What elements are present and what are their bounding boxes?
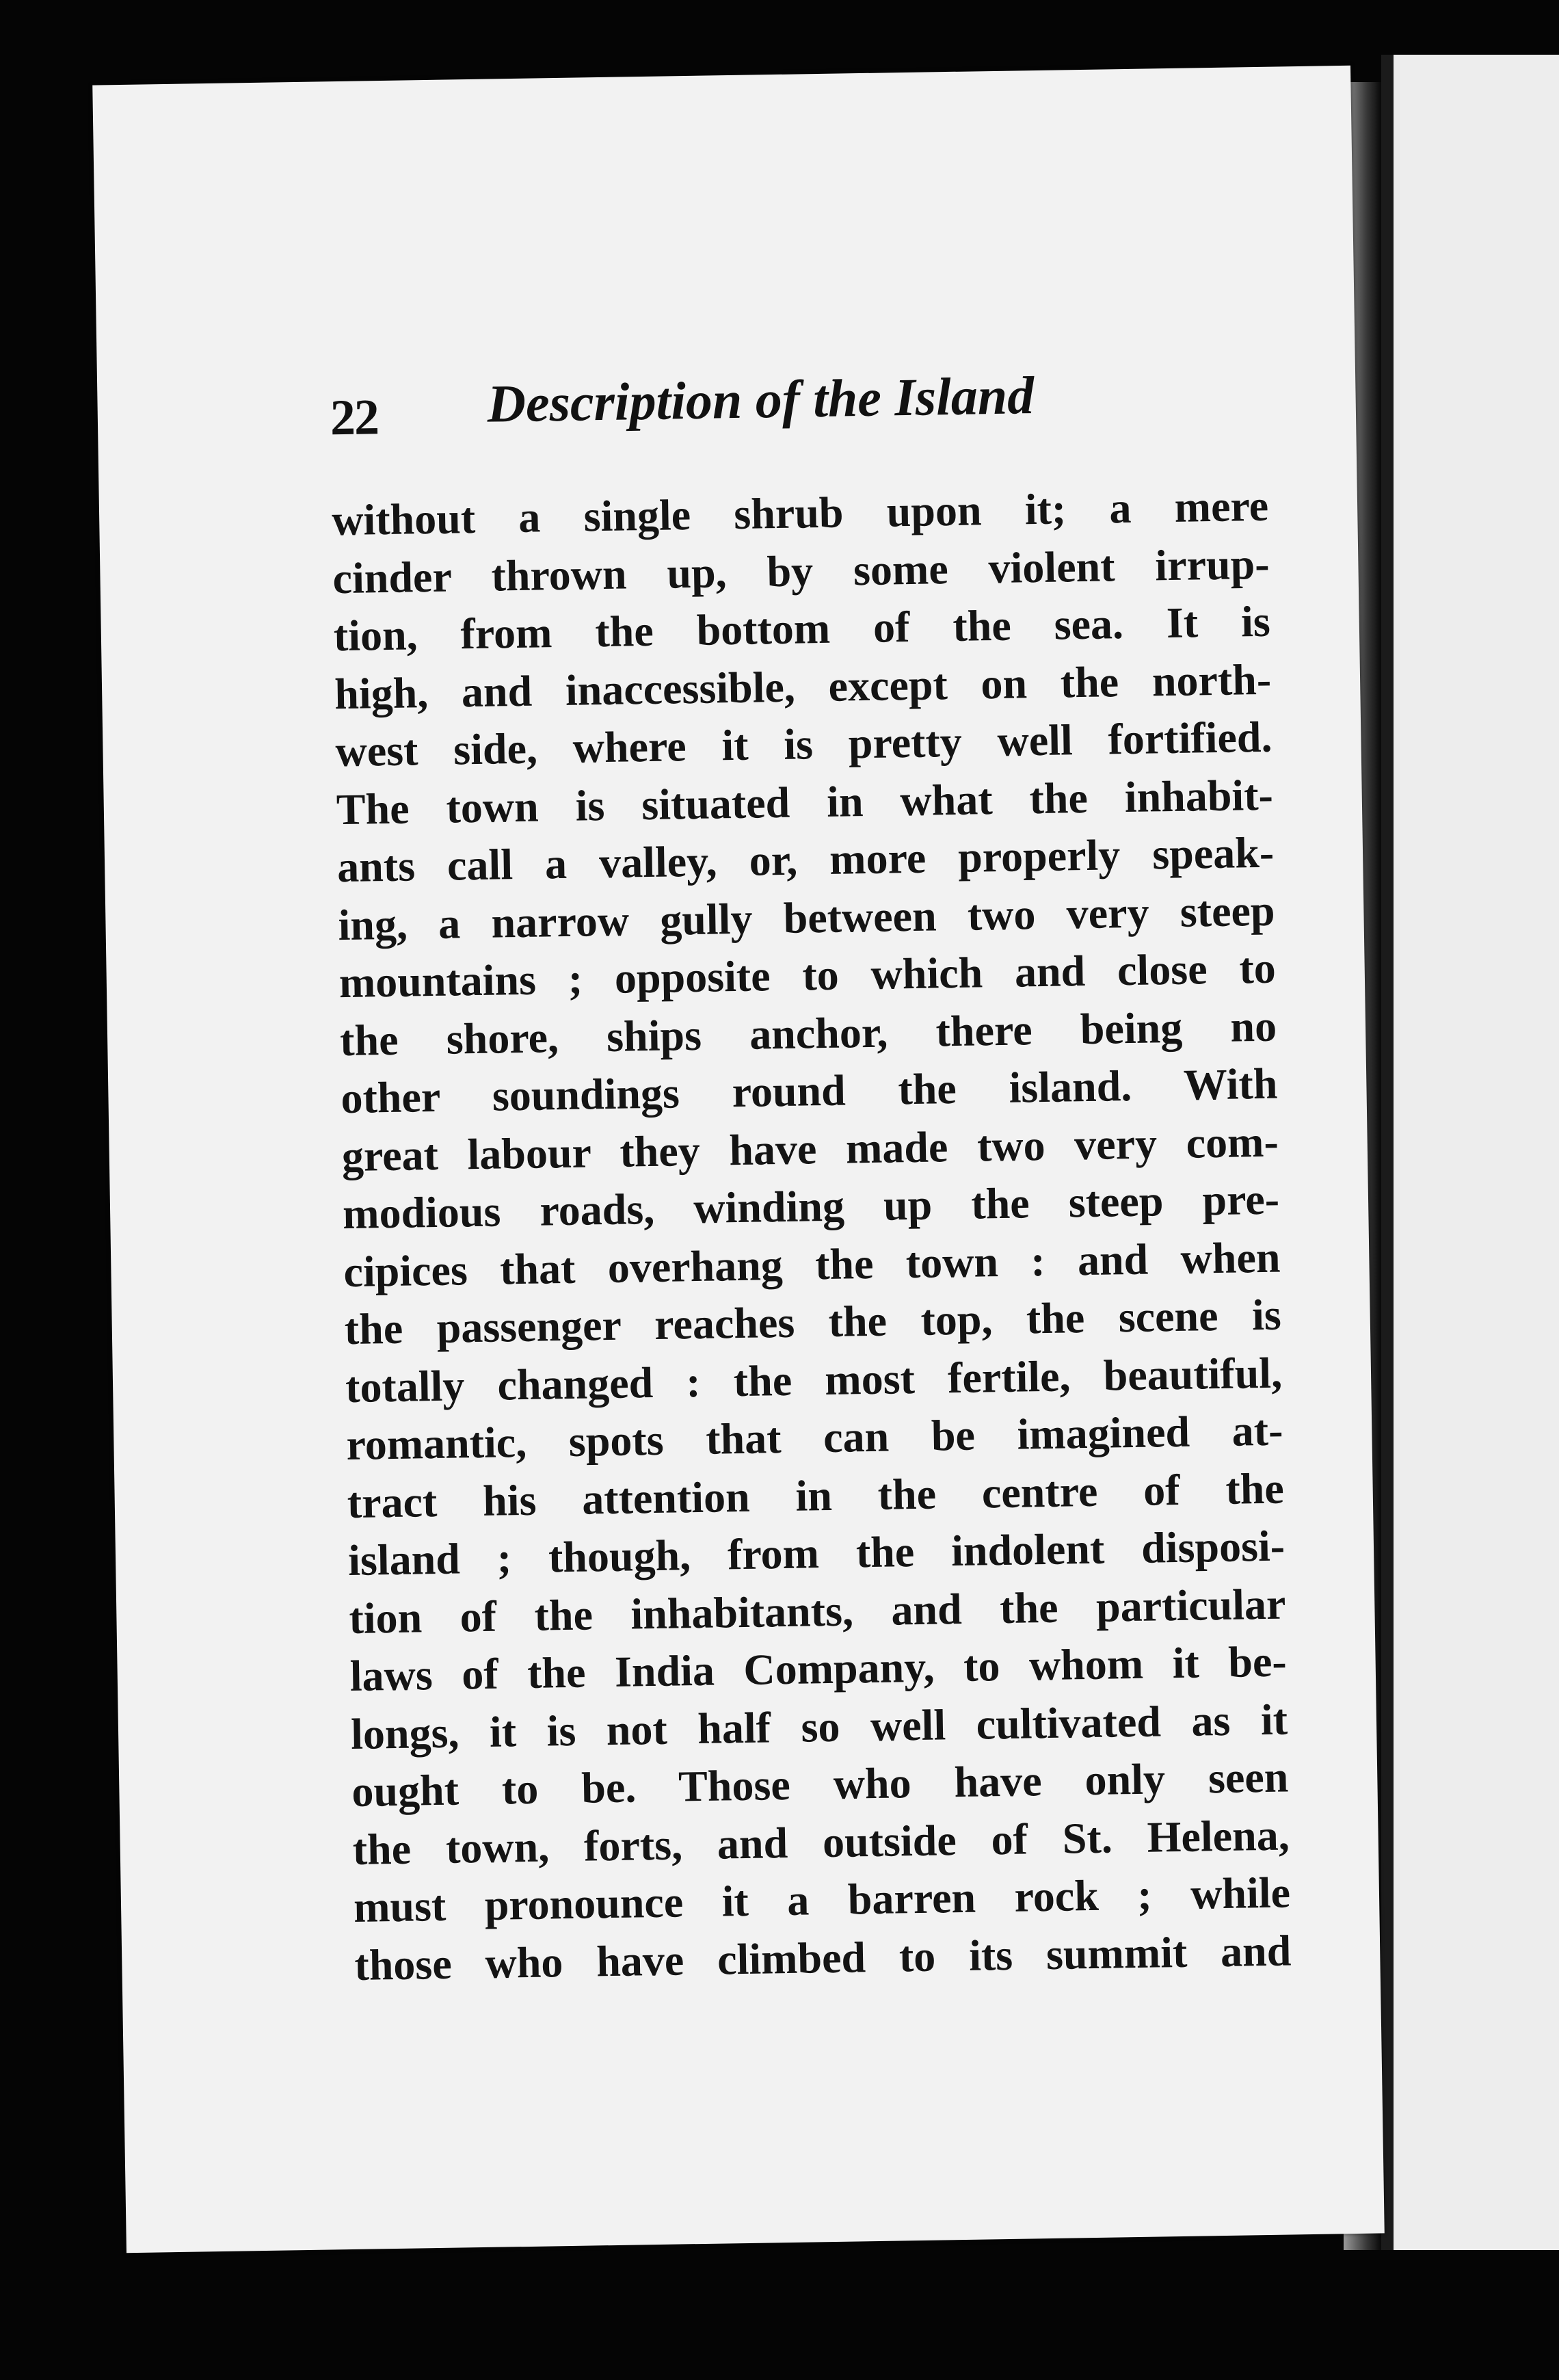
facing-page-edge [1381,55,1559,2250]
text-line: cipices that overhang the town : and when [343,1232,1281,1296]
page-header [330,360,1357,458]
text-line: ants call a valley, or, more properly speak- [336,828,1275,892]
text-line: tion, from the bottom of the sea. It is [333,596,1271,661]
text-line: island ; though, from the indolent disposi- [347,1521,1285,1585]
text-line: the shore, ships anchor, there being no [339,1001,1277,1065]
text-line: ought to be. Those who have only seen [351,1752,1289,1816]
text-line: the town, forts, and outside of St. Helena, [352,1810,1290,1874]
text-line: those who have climbed to its summit and [354,1925,1292,1989]
text-line: tion of the inhabitants, and the particular [348,1579,1286,1643]
text-line: totally changed : the most fertile, beautiful, [345,1348,1283,1412]
text-line: must pronounce it a barren rock ; while [353,1868,1291,1931]
text-line: without a single shrub upon it; a mere [331,481,1269,545]
text-line: great labour they have made two very com- [341,1117,1279,1180]
text-line: modious roads, winding up the steep pre- [342,1174,1280,1239]
text-line: west side, where it is pretty well fortified. [335,712,1272,776]
body-text [332,477,1292,1994]
text-line: the passenger reaches the top, the scene is [344,1290,1282,1354]
text-line: laws of the India Company, to whom it be- [349,1637,1288,1701]
text-line: ing, a narrow gully between two very steep [337,886,1275,949]
text-line: mountains ; opposite to which and close to [338,943,1277,1007]
book-page [92,66,1385,2253]
text-line: longs, it is not half so well cultivated as it [350,1694,1288,1758]
text-line: cinder thrown up, by some violent irrup- [332,539,1270,603]
text-line: romantic, spots that can be imagined at- [345,1405,1283,1470]
page-number: 22 [330,389,379,447]
text-line: other soundings round the island. With [340,1059,1278,1123]
text-line: tract his attention in the centre of the [347,1464,1285,1527]
text-line: The town is situated in what the inhabit- [336,770,1274,834]
running-head: Description of the Island [486,365,1035,434]
text-line: high, and inaccessible, except on the north- [334,654,1272,718]
